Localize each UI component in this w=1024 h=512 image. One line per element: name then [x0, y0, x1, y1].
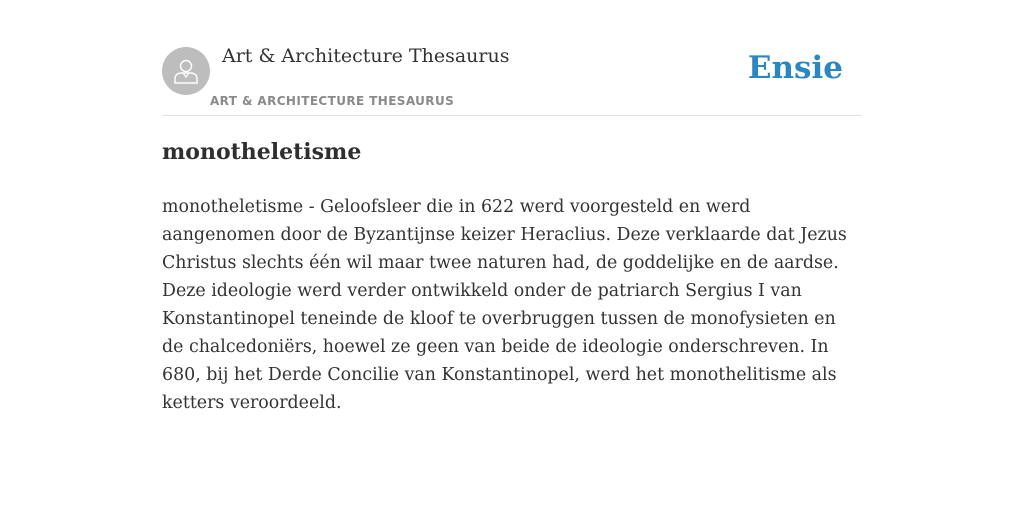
- content-container: [162, 0, 862, 413]
- header: [162, 0, 862, 116]
- author-avatar[interactable]: [162, 47, 210, 95]
- author-source-label: ART & ARCHITECTURE THESAURUS: [210, 94, 455, 108]
- user-icon: [171, 56, 201, 86]
- article-definition: monotheletisme - Geloofsleer die in 622 werd voorgesteld en werd aangenomen door de Byzantijnse keizer Heraclius. Deze verklaarde dat Jezus Christus slechts één wil maar twee naturen had, de goddelijke en de aardse. Deze ideologie werd verder ontwikkeld onder de patriarch Sergius I van Konstantinopel teneinde de kloof te overbruggen tussen de monofysieten en de chalcedoniërs, hoewel ze geen van beide de ideologie onderschreven. In 680, bij het Derde Concilie van Konstantinopel, werd het monothelitisme als ketters veroordeeld.: [162, 197, 847, 413]
- author-name-link[interactable]: Art & Architecture Thesaurus: [222, 45, 510, 67]
- ensie-logo[interactable]: Ensie: [747, 50, 843, 86]
- article-title: monotheletisme: [162, 139, 362, 165]
